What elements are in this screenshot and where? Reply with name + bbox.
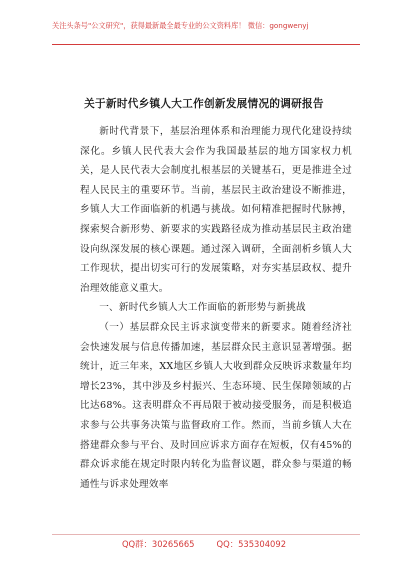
intro-paragraph: 新时代背景下，基层治理体系和治理能力现代化建设持续深化。乡镇人民代表大会作为我国最基层的地方国家权力机关，是人民代表大会制度扎根基层的关键基石，更是推进全过程人民民主的重要环节。当前，基层民主政治建设不断推进，乡镇人大工作面临新的机遇与挑战。如何精准把握时代脉搏，探索契合新形势、新要求的实践路径成为推动基层民主政治建设向纵深发展的核心课题。通过深入调研，全面剖析乡镇人大工作现状，提出切实可行的发展策略，对夯实基层政权、提升治理效能意义重大。 xyxy=(80,126,352,294)
section-heading-1: 一、新时代乡镇人大工作面临的新形势与新挑战 xyxy=(99,302,306,314)
subsection-body-1: 随着经济社会快速发展与信息传播加速，基层群众民主意识显著增强。据统计，近三年来，XX地区乡镇人大收到群众反映诉求数量年均增长23%，其中涉及乡村振兴、生态环境、民生保障领域的占比达68%。这表明群众不再局限于被动接受服务，而是积极追求参与公共事务决策与监督政府工作。然而，当前乡镇人大在搭建群众参与平台、及时回应诉求方面存在短板，仅有45%的群众诉求能在规定时限内转化为监督议题，群众参与渠道的畅通性与诉求处理效率 xyxy=(80,321,353,490)
footer-divider xyxy=(52,534,360,535)
header-promo-note: 关注头条号"公文研究"，获得最新最全最专业的公文资料库！ 微信：gongwenyj xyxy=(52,21,309,30)
document-body xyxy=(80,122,352,494)
subsection-heading-1: （一）基层群众民主诉求演变带来的新要求。 xyxy=(99,321,302,333)
footer-contact xyxy=(0,538,408,550)
footer-qq-number: QQ：535304092 xyxy=(216,539,287,549)
header-divider xyxy=(52,44,360,45)
document-title: 关于新时代乡镇人大工作创新发展情况的调研报告 xyxy=(84,98,324,110)
footer-qq-group: QQ群：30265665 xyxy=(121,539,195,549)
subsection-paragraph-1 xyxy=(80,318,352,494)
